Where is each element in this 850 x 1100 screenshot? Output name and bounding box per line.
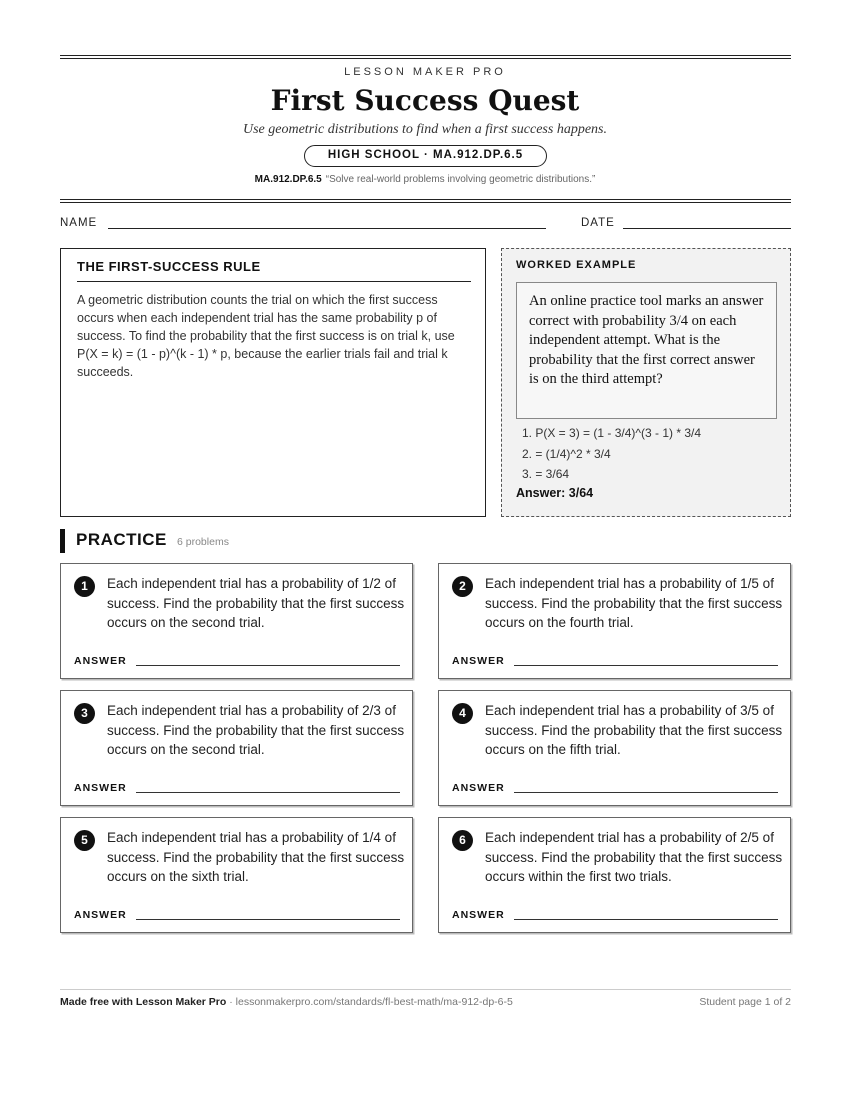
problem-card-3: [60, 690, 413, 806]
answer-field[interactable]: [514, 792, 778, 793]
footer-page-number: Student page 1 of 2: [699, 996, 791, 1008]
footer-credit: [60, 996, 513, 1008]
brand-name: LESSON MAKER PRO: [344, 66, 506, 78]
grade-standard-badge: HIGH SCHOOL · MA.912.DP.6.5: [304, 145, 547, 167]
worked-example-prompt: An online practice tool marks an answer correct with probability 3/4 on each independent attempt. What is the probability that the first correct answer is on the third attempt?: [516, 282, 777, 419]
practice-count: 6 problems: [177, 536, 229, 548]
date-label: DATE: [581, 217, 615, 229]
standard-description: “Solve real-world problems involving geometric distributions.”: [325, 174, 596, 185]
header-top-rule: [60, 55, 791, 59]
problem-card-2: [438, 563, 791, 679]
footer-divider: [60, 989, 791, 990]
worksheet-subtitle: Use geometric distributions to find when a first success happens.: [243, 122, 607, 137]
answer-field[interactable]: [514, 665, 778, 666]
name-label: NAME: [60, 217, 98, 229]
answer-label: ANSWER: [74, 782, 127, 794]
problem-text: Each independent trial has a probability of 2/3 of success. Find the probability that the first success occurs on the second trial.: [107, 703, 405, 757]
problem-text: Each independent trial has a probability of 3/5 of success. Find the probability that the first success occurs on the fifth trial.: [485, 703, 783, 757]
answer-label: ANSWER: [452, 909, 505, 921]
worked-example-panel: [501, 248, 791, 517]
rule-body: A geometric distribution counts the trial on which the first success occurs when each independent trial has the same probability p of success. To find the probability that the first success is on trial k, use P(X = k) = (1 - p)^(k - 1) * p, because the earlier trials fail and trial k succeeds.: [77, 293, 455, 379]
answer-field[interactable]: [514, 919, 778, 920]
practice-accent-bar: [60, 529, 65, 553]
problem-number: 2: [452, 576, 473, 597]
worked-example-steps: [522, 423, 701, 485]
problem-text: Each independent trial has a probability of 1/2 of success. Find the probability that the first success occurs on the second trial.: [107, 576, 405, 630]
problem-number: 1: [74, 576, 95, 597]
worked-example-step: 1. P(X = 3) = (1 - 3/4)^(3 - 1) * 3/4: [522, 426, 702, 440]
problem-card-4: [438, 690, 791, 806]
answer-label: ANSWER: [74, 655, 127, 667]
practice-heading: PRACTICE: [76, 530, 167, 549]
answer-label: ANSWER: [74, 909, 127, 921]
problem-text: Each independent trial has a probability of 1/4 of success. Find the probability that the first success occurs on the sixth trial.: [107, 830, 405, 884]
answer-field[interactable]: [136, 665, 400, 666]
problem-card-1: [60, 563, 413, 679]
answer-field[interactable]: [136, 919, 400, 920]
footer-url[interactable]: · lessonmakerpro.com/standards/fl-best-math/ma-912-dp-6-5: [226, 996, 513, 1008]
footer-made-with: Made free with Lesson Maker Pro: [60, 996, 227, 1008]
rule-panel: [60, 248, 486, 517]
worked-example-step: 3. = 3/64: [522, 467, 570, 481]
problem-number: 5: [74, 830, 95, 851]
problem-card-6: [438, 817, 791, 933]
header-bottom-rule: [60, 199, 791, 203]
answer-label: ANSWER: [452, 655, 505, 667]
answer-field[interactable]: [136, 792, 400, 793]
problem-text: Each independent trial has a probability of 2/5 of success. Find the probability that the first success occurs within the first two trials.: [485, 830, 783, 884]
problem-card-5: [60, 817, 413, 933]
worked-example-answer: Answer: 3/64: [516, 486, 594, 500]
name-field[interactable]: [108, 228, 546, 229]
problem-number: 6: [452, 830, 473, 851]
worked-example-step: 2. = (1/4)^2 * 3/4: [522, 446, 611, 461]
worked-example-heading: WORKED EXAMPLE: [516, 259, 637, 271]
problem-text: Each independent trial has a probability of 1/5 of success. Find the probability that the first success occurs on the fourth trial.: [485, 576, 783, 630]
date-field[interactable]: [623, 228, 791, 229]
rule-heading: THE FIRST-SUCCESS RULE: [77, 259, 471, 282]
answer-label: ANSWER: [452, 782, 505, 794]
problem-number: 4: [452, 703, 473, 724]
standard-code: MA.912.DP.6.5: [254, 174, 322, 185]
worksheet-title: First Success Quest: [270, 84, 580, 117]
standard-line: [0, 174, 850, 185]
problem-number: 3: [74, 703, 95, 724]
